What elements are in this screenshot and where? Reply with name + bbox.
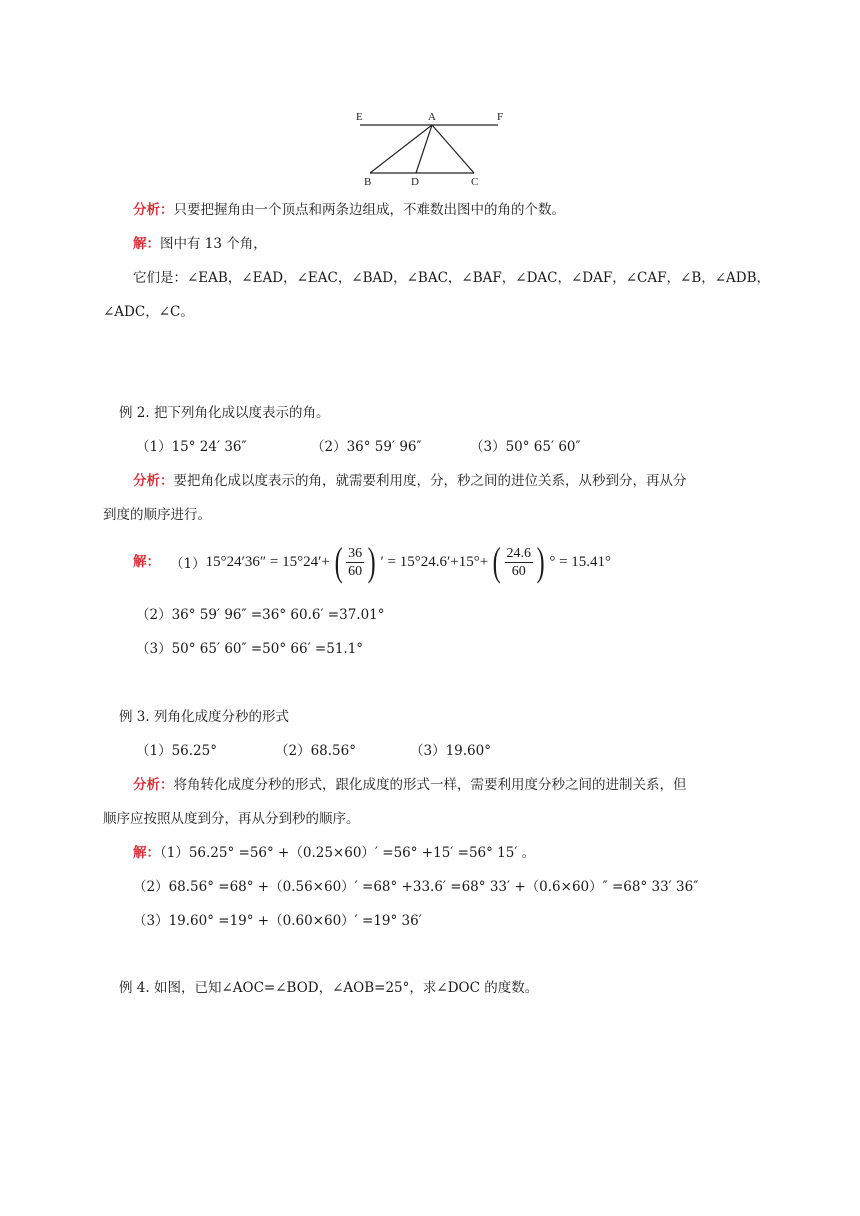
formula-part1: 15°24′36″ = 15°24′+	[205, 553, 330, 570]
ex3-solution-1	[133, 843, 535, 863]
label-d: D	[411, 176, 419, 188]
ex3-solution-3: （3）19.60° =19° +（0.60×60）′ =19° 36′	[133, 913, 422, 929]
analysis-text: 要把角化成以度表示的角，就需要利用度，分，秒之间的进位关系，从秒到分，再从分	[173, 473, 687, 489]
ex1-solution	[133, 234, 267, 254]
label-f: F	[497, 111, 504, 123]
formula-part2: ′ = 15°24.6′+15°+	[380, 553, 489, 570]
label-e: E	[356, 111, 363, 123]
formula-part3: ° = 15.41°	[549, 553, 612, 570]
analysis-label: 分析：	[133, 202, 174, 218]
ex2-solution-2: （2）36° 59′ 96″ =36° 60.6′ =37.01°	[136, 607, 385, 623]
fraction-36-60: $\frac{36}{60}$	[348, 545, 363, 579]
analysis-text: 将角转化成度分秒的形式，跟化成度的形式一样，需要利用度分秒之间的进制关系，但	[173, 777, 687, 793]
fraction-24-6-60: $\frac{24.6}{60}$	[506, 545, 532, 579]
ex3-title: 例 3. 列角化成度分秒的形式	[119, 709, 289, 725]
ex3-solution-2: （2）68.56° =68° +（0.56×60）′ =68° +33.6′ =68° 33′ +（0.6×60）″ =68° 33′ 36″	[133, 879, 699, 895]
ex2-solution-3: （3）50° 65′ 60″ =50° 66′ =51.1°	[136, 641, 364, 657]
segment-ac	[432, 125, 474, 173]
ex3-analysis	[133, 775, 687, 795]
ex2-solution-formula	[170, 538, 611, 586]
label-a: A	[428, 111, 436, 123]
solution-label: 解：	[133, 845, 160, 861]
ex1-analysis	[133, 200, 565, 220]
ex2-item-2: （2）36° 59′ 96″	[311, 439, 422, 455]
ex2-title: 例 2. 把下列角化成以度表示的角。	[119, 405, 330, 421]
ex3-item-2: （2）68.56°	[275, 743, 356, 759]
solution-text: （1）56.25° =56° +（0.25×60）′ =56° +15′ =56° 15′ 。	[160, 845, 536, 861]
ex3-item-1: （1）56.25°	[136, 743, 217, 759]
ex2-analysis-line2: 到度的顺序进行。	[103, 507, 211, 523]
ex1-angle-list-line1: 它们是：∠EAB，∠EAD，∠EAC，∠BAD，∠BAC，∠BAF，∠DAC，∠DAF，∠CAF，∠B，∠ADB，	[133, 270, 771, 286]
solution-label: 解：	[133, 236, 160, 252]
ex1-angle-list-line2: ∠ADC，∠C。	[103, 304, 194, 320]
triangle-figure	[352, 106, 512, 190]
ex2-item-1: （1）15° 24′ 36″	[136, 439, 247, 455]
formula-paren-1: ( $\frac{36}{60}$ )	[334, 539, 376, 584]
solution-text: 图中有 13 个角，	[160, 236, 267, 252]
ex2-item-3: （3）50° 65′ 60″	[470, 439, 581, 455]
ex2-analysis	[133, 471, 687, 491]
label-b: B	[364, 176, 372, 188]
segment-ad	[416, 125, 432, 173]
ex2-solution-label: 解：	[133, 554, 160, 570]
analysis-text: 只要把握角由一个顶点和两条边组成，不难数出图中的角的个数。	[173, 202, 565, 218]
ex3-analysis-line2: 顺序应按照从度到分，再从分到秒的顺序。	[103, 811, 360, 827]
label-c: C	[471, 176, 479, 188]
segment-ab	[370, 125, 432, 173]
formula-paren-2: ( $\frac{24.6}{60}$ )	[492, 539, 545, 584]
analysis-label: 分析：	[133, 777, 174, 793]
ex3-item-3: （3）19.60°	[410, 743, 491, 759]
formula-prefix: （1）	[170, 556, 206, 572]
analysis-label: 分析：	[133, 473, 174, 489]
ex4-title: 例 4. 如图，已知∠AOC=∠BOD，∠AOB=25°，求∠DOC 的度数。	[119, 980, 539, 996]
